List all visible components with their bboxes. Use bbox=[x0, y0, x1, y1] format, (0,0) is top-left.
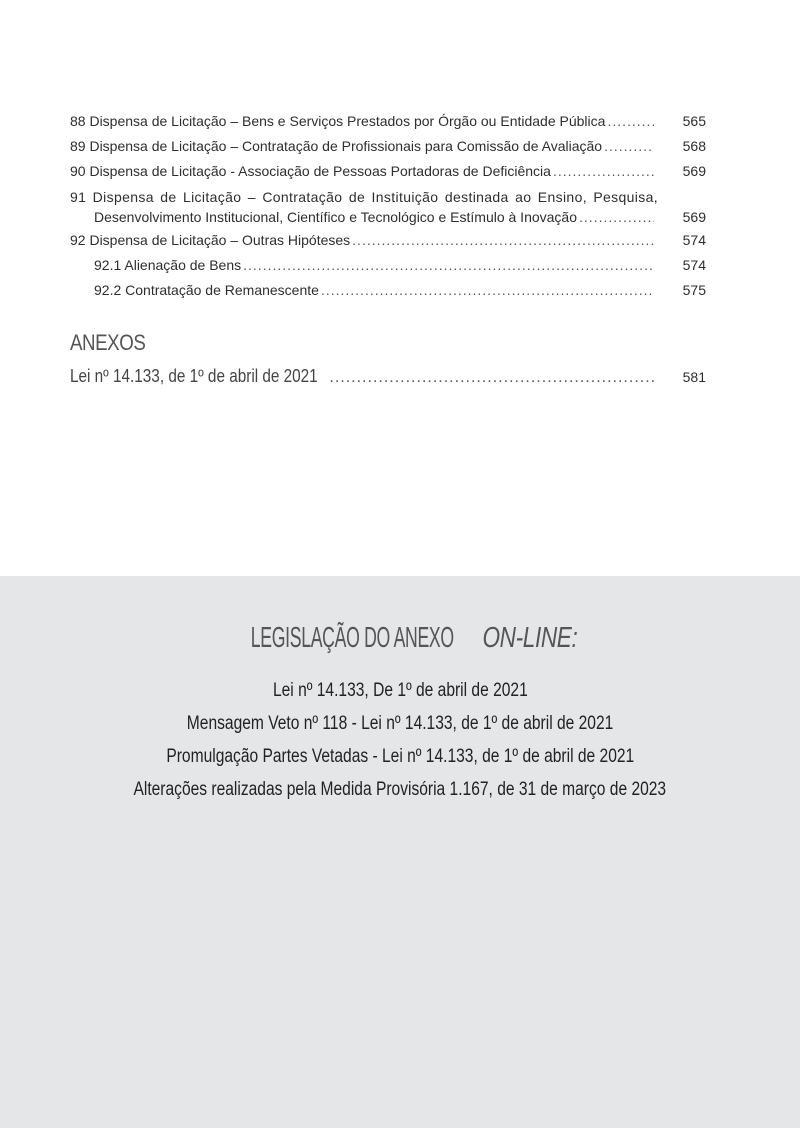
toc-entry-92[interactable] bbox=[70, 231, 706, 256]
toc-entry-92-2[interactable] bbox=[70, 281, 706, 306]
online-annex-item[interactable] bbox=[0, 674, 800, 707]
anexos-heading: ANEXOS bbox=[70, 330, 146, 355]
toc-leader-dots bbox=[553, 162, 654, 180]
table-of-contents bbox=[70, 112, 706, 306]
toc-leader-dots bbox=[579, 207, 654, 227]
toc-page-number: 569 bbox=[682, 209, 706, 225]
toc-entry-title: 89 Dispensa de Licitação – Contratação de Profissionais para Comissão de Avaliação bbox=[70, 138, 603, 154]
toc-leader-dots bbox=[352, 231, 654, 249]
online-annex-item[interactable] bbox=[0, 707, 800, 740]
anexos-entry[interactable] bbox=[70, 366, 706, 387]
online-annex-list bbox=[0, 674, 800, 806]
toc-entry-title: 92.1 Alienação de Bens bbox=[94, 257, 242, 273]
online-annex-item-text: Promulgação Partes Vetadas - Lei nº 14.133, de 1º de abril de 2021 bbox=[166, 746, 634, 767]
toc-page-number: 575 bbox=[682, 282, 706, 298]
toc-leader-dots bbox=[604, 137, 654, 155]
online-annex-item[interactable] bbox=[0, 740, 800, 773]
online-annex-panel bbox=[0, 576, 800, 1128]
online-annex-heading-text: LEGISLAÇÃO DO ANEXO bbox=[250, 622, 455, 654]
toc-entry-title: 92 Dispensa de Licitação – Outras Hipóteses bbox=[70, 232, 351, 248]
toc-entry-title-line1: 91 Dispensa de Licitação – Contratação de Instituição destinada ao Ensino, Pesquisa, bbox=[70, 189, 658, 205]
toc-leader-dots bbox=[607, 112, 654, 130]
toc-entry-title: 90 Dispensa de Licitação - Associação de Pessoas Portadoras de Deficiência bbox=[70, 163, 551, 179]
toc-entry-90[interactable] bbox=[70, 162, 706, 187]
toc-page-number: 568 bbox=[682, 138, 706, 154]
online-annex-item-text: Lei nº 14.133, De 1º de abril de 2021 bbox=[272, 680, 528, 701]
toc-entry-92-1[interactable] bbox=[70, 256, 706, 281]
toc-page-number: 574 bbox=[682, 232, 706, 248]
toc-leader-dots bbox=[243, 256, 654, 274]
online-annex-item-text: Alterações realizadas pela Medida Provisória 1.167, de 31 de março de 2023 bbox=[133, 779, 667, 800]
toc-entry-title: 88 Dispensa de Licitação – Bens e Serviços Prestados por Órgão ou Entidade Pública bbox=[70, 113, 606, 129]
toc-entry-88[interactable] bbox=[70, 112, 706, 137]
anexos-page-number: 581 bbox=[682, 369, 706, 385]
toc-leader-dots bbox=[329, 369, 654, 387]
toc-entry-91[interactable] bbox=[70, 187, 706, 227]
toc-page-number: 569 bbox=[682, 163, 706, 179]
toc-page-number: 574 bbox=[682, 257, 706, 273]
toc-entry-89[interactable] bbox=[70, 137, 706, 162]
toc-leader-dots bbox=[321, 281, 654, 299]
toc-entry-title: 92.2 Contratação de Remanescente bbox=[94, 282, 319, 298]
online-annex-item[interactable] bbox=[0, 773, 800, 806]
anexos-entry-title: Lei nº 14.133, de 1º de abril de 2021 bbox=[70, 366, 318, 386]
online-annex-item-text: Mensagem Veto nº 118 - Lei nº 14.133, de 1º de abril de 2021 bbox=[186, 713, 614, 734]
toc-page-number: 565 bbox=[682, 113, 706, 129]
toc-entry-title-line2: Desenvolvimento Institucional, Científico e Tecnológico e Estímulo à Inovação bbox=[94, 209, 578, 225]
online-annex-heading bbox=[0, 622, 800, 655]
online-annex-heading-italic: ON-LINE: bbox=[482, 622, 578, 654]
